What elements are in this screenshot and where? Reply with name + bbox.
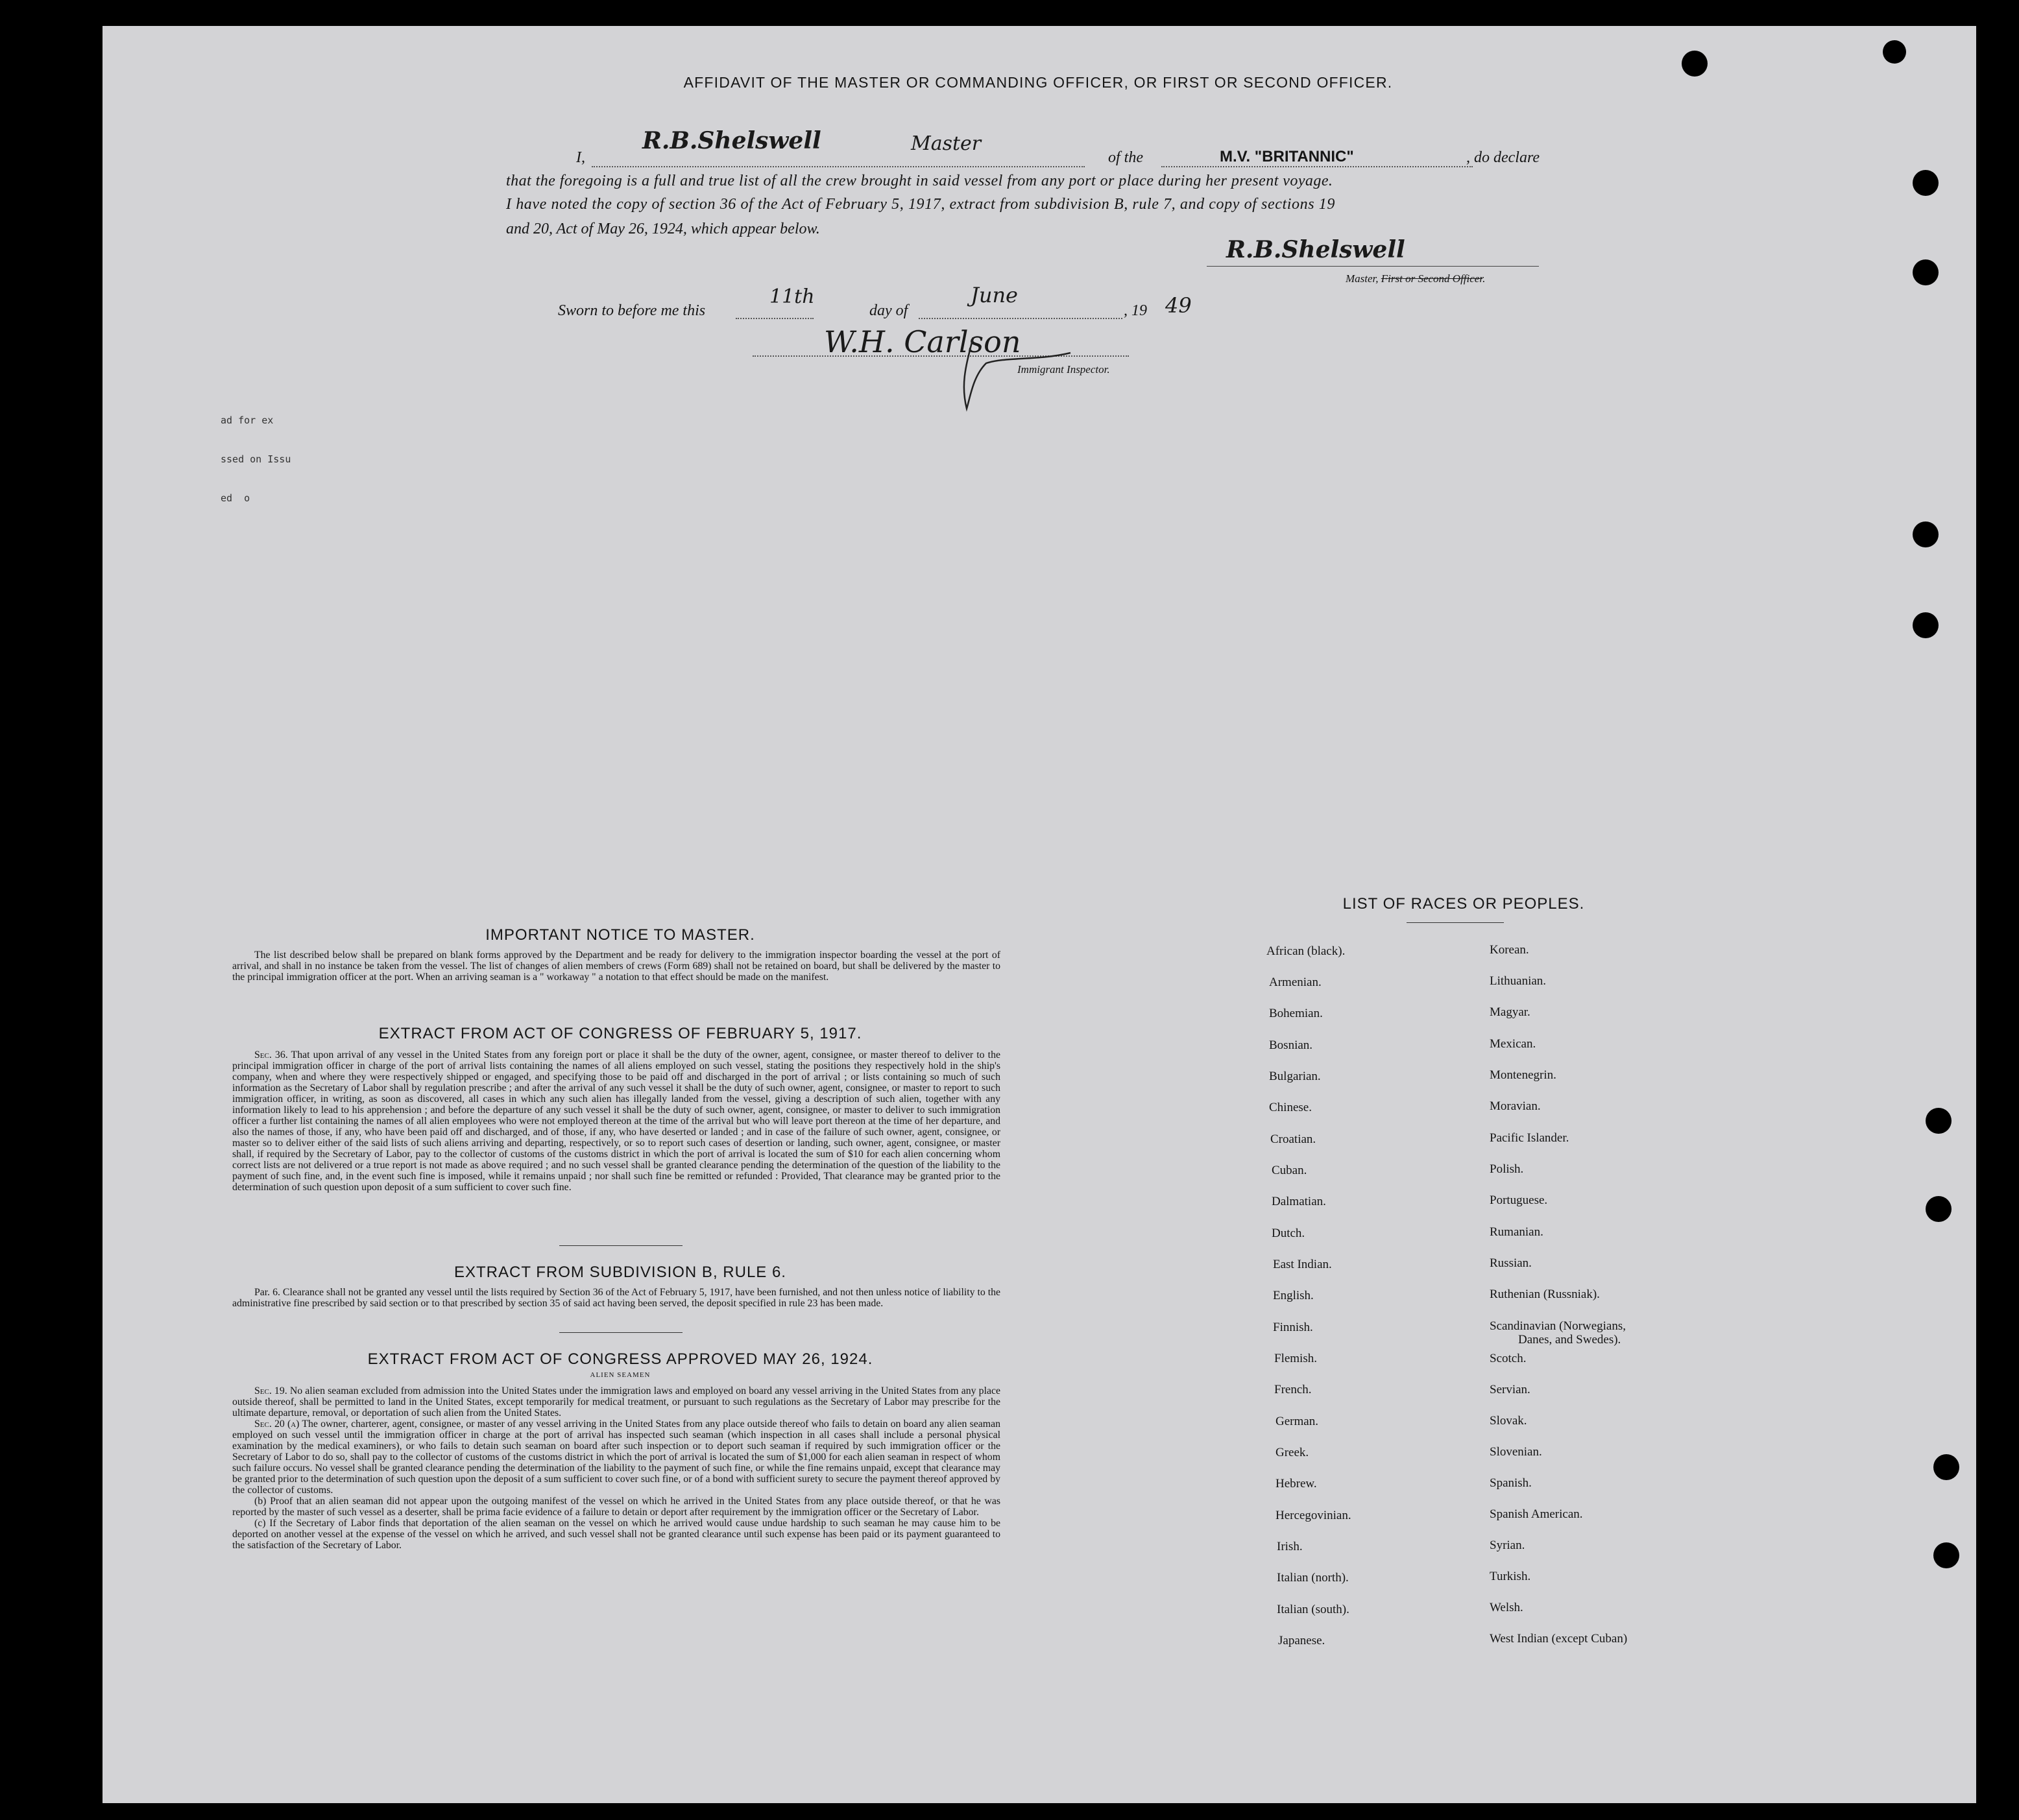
extract-1924-title: EXTRACT FROM ACT OF CONGRESS APPROVED MAY 26, 1924. bbox=[367, 1350, 873, 1368]
race-item: Croatian. bbox=[1270, 1132, 1316, 1146]
race-item: Japanese. bbox=[1278, 1634, 1325, 1647]
officer-signature-line bbox=[1207, 266, 1539, 267]
race-item: Portuguese. bbox=[1490, 1193, 1548, 1207]
punch-hole bbox=[1913, 612, 1939, 638]
race-item: Scotch. bbox=[1490, 1352, 1527, 1365]
race-item: English. bbox=[1273, 1289, 1314, 1302]
punch-hole bbox=[1913, 259, 1939, 285]
margin-stamp: ad for ex ssed on Issu ed o bbox=[221, 414, 291, 504]
signature-line bbox=[592, 166, 1085, 167]
race-item: Mexican. bbox=[1490, 1037, 1536, 1051]
year-prefix: , 19 bbox=[1124, 302, 1147, 319]
sworn-month: June bbox=[971, 283, 1018, 307]
races-title-rule bbox=[1407, 922, 1504, 923]
race-item: Turkish. bbox=[1490, 1570, 1531, 1583]
race-item: Scandinavian (Norwegians, bbox=[1490, 1319, 1626, 1333]
race-item: Bohemian. bbox=[1269, 1007, 1323, 1020]
punch-hole bbox=[1933, 1454, 1959, 1480]
race-item: Syrian. bbox=[1490, 1539, 1525, 1552]
punch-hole bbox=[1926, 1108, 1952, 1134]
race-item: Slovenian. bbox=[1490, 1445, 1542, 1459]
punch-hole bbox=[1933, 1542, 1959, 1568]
race-item: East Indian. bbox=[1273, 1258, 1332, 1271]
officer-signature: R.B.Shelswell bbox=[1226, 236, 1405, 263]
race-item: Magyar. bbox=[1490, 1005, 1530, 1019]
punch-hole bbox=[1913, 170, 1939, 196]
day-of-label: day of bbox=[869, 302, 908, 319]
race-item: Finnish. bbox=[1273, 1321, 1313, 1334]
race-item: Hercegovinian. bbox=[1275, 1509, 1351, 1522]
race-item: Lithuanian. bbox=[1490, 974, 1547, 988]
race-item: Chinese. bbox=[1269, 1101, 1312, 1114]
race-item-continuation: Danes, and Swedes). bbox=[1518, 1333, 1621, 1347]
race-item: Italian (south). bbox=[1277, 1603, 1349, 1616]
officer-caption: Master, First or Second Officer. bbox=[1346, 272, 1486, 285]
race-item: Rumanian. bbox=[1490, 1225, 1543, 1239]
race-item: Armenian. bbox=[1269, 976, 1322, 989]
race-item: Montenegrin. bbox=[1490, 1068, 1556, 1082]
section-divider bbox=[559, 1332, 683, 1333]
race-item: Spanish. bbox=[1490, 1476, 1532, 1490]
punch-hole bbox=[1913, 521, 1939, 547]
do-declare-label: , do declare bbox=[1466, 149, 1540, 166]
affidavit-i-label: I, bbox=[576, 149, 585, 166]
extract-1917-body: Sec. 36. That upon arrival of any vessel in the United States from any foreign port or place it shall be the duty of the owner, agent, consignee, or master thereof to deliver to the principal immigration officer in charge of the port of arrival lists containing the names of all aliens employed on such vessel, stating the positions they respectively hold in the ship's company, when and where they were respectively shipped or engaged, and specifying those to be paid off and discharged in the port of arrival ; or lists containing so much of such information as the Secretary of Labor shall by regulation prescribe ; and after the arrival of any such vessel it shall be the duty of such owner, agent, consignee, or master to report to such immigration officer, in writing, as soon as discovered, all cases in which any such alien has illegally landed from the vessel, giving a description of such alien, together with any information likely to lead to his apprehension ; and before the departure of any such vessel it shall be the duty of such owner, agent, consignee, or master to deliver to such immigration officer a further list containing the names of all alien employees who were not employed thereon at the time of the arrival but who will leave port thereon at the time of her departure, and also the names of those, if any, who have been paid off and discharged, and of those, if any, who have deserted or landed ; and in case of the failure of such owner, agent, consignee, or master so to deliver either of the said lists of such aliens arriving and departing, respectively, or so to report such cases of desertion or landing, such owner, agent, consignee, or master shall, if required by the Secretary of Labor, pay to the collector of customs of the customs district in which the port of arrival is located the sum of $10 for each alien concerning whom correct lists are not delivered or a true report is not made as above required ; and no such vessel shall be granted clearance pending the determination of the question of the liability to the payment of such fine, and, in the event such fine is imposed, while it remains unpaid ; nor shall such fine be remitted or refunded : Provided, That clearance may be granted prior to the determination of such question upon deposit of a sum sufficient to cover such fine. bbox=[232, 1049, 1000, 1193]
race-item: Russian. bbox=[1490, 1256, 1532, 1270]
race-item: French. bbox=[1274, 1383, 1312, 1396]
race-item: Hebrew. bbox=[1275, 1477, 1317, 1491]
sworn-month-line bbox=[919, 318, 1122, 319]
affidavit-line-3: I have noted the copy of section 36 of the Act of February 5, 1917, extract from subdivision B, rule 7, and copy of sections 19 bbox=[506, 196, 1335, 213]
race-item: Irish. bbox=[1277, 1540, 1303, 1553]
race-item: West Indian (except Cuban) bbox=[1490, 1632, 1628, 1646]
race-item: Dutch. bbox=[1272, 1227, 1305, 1240]
extract-rule6-body: Par. 6. Clearance shall not be granted any vessel until the lists required by Section 36 of the Act of February 5, 1917, have been furnished, and not then unless notice of liability to the administrative fine prescribed by said section or to that prescribed by section 35 of said act having been served, the deposit specified in rule 23 has been made. bbox=[232, 1287, 1000, 1309]
race-item: Servian. bbox=[1490, 1383, 1530, 1396]
punch-hole bbox=[1926, 1196, 1952, 1222]
race-item: Flemish. bbox=[1274, 1352, 1317, 1365]
sworn-label: Sworn to before me this bbox=[558, 302, 706, 319]
signature-flourish bbox=[947, 337, 1077, 415]
section-divider bbox=[559, 1245, 683, 1246]
inspector-caption: Immigrant Inspector. bbox=[1017, 363, 1110, 376]
race-item: Polish. bbox=[1490, 1162, 1524, 1176]
sworn-day: 11th bbox=[769, 285, 815, 308]
punch-hole bbox=[1883, 40, 1906, 64]
race-item: Pacific Islander. bbox=[1490, 1131, 1569, 1145]
races-title: LIST OF RACES OR PEOPLES. bbox=[1342, 895, 1585, 913]
extract-rule6-title: EXTRACT FROM SUBDIVISION B, RULE 6. bbox=[454, 1263, 786, 1281]
race-item: Moravian. bbox=[1490, 1099, 1541, 1113]
master-signature: R.B.Shelswell bbox=[642, 127, 821, 154]
race-item: Italian (north). bbox=[1277, 1571, 1349, 1585]
race-item: Ruthenian (Russniak). bbox=[1490, 1287, 1600, 1301]
race-item: Greek. bbox=[1275, 1446, 1309, 1459]
vessel-line bbox=[1161, 166, 1473, 167]
of-the-label: of the bbox=[1108, 149, 1143, 166]
affidavit-line-4: and 20, Act of May 26, 1924, which appear below. bbox=[506, 221, 820, 237]
punch-hole bbox=[1682, 51, 1708, 77]
vessel-name: M.V. "BRITANNIC" bbox=[1220, 148, 1354, 165]
race-item: German. bbox=[1275, 1415, 1318, 1428]
sworn-year: 49 bbox=[1165, 293, 1192, 318]
race-item: Cuban. bbox=[1272, 1164, 1307, 1177]
affidavit-line-2: that the foregoing is a full and true list of all the crew brought in said vessel from any port or place during her present voyage. bbox=[506, 173, 1333, 189]
notice-title: IMPORTANT NOTICE TO MASTER. bbox=[485, 926, 755, 944]
notice-body: The list described below shall be prepared on blank forms approved by the Department and be ready for delivery to the immigration inspector boarding the vessel at the port of arrival, and shall in no instance be taken from the vessel. The list of changes of alien members of crews (Form 689) shall not be retained on board, but shall be delivered by the master to the principal immigration officer at the port. When an arriving seaman is a " workaway " a notation to that effect should be made on the manifest. bbox=[232, 950, 1000, 983]
master-rank: Master bbox=[911, 132, 982, 155]
race-item: Spanish American. bbox=[1490, 1507, 1583, 1521]
race-item: African (black). bbox=[1266, 944, 1346, 958]
race-item: Dalmatian. bbox=[1272, 1195, 1326, 1208]
race-item: Bulgarian. bbox=[1269, 1070, 1321, 1083]
race-item: Slovak. bbox=[1490, 1414, 1527, 1428]
inspector-signature: W.H. Carlson bbox=[824, 324, 1021, 359]
alien-seamen-subtitle: ALIEN SEAMEN bbox=[590, 1371, 651, 1379]
race-item: Korean. bbox=[1490, 943, 1529, 957]
sworn-day-line bbox=[736, 318, 814, 319]
race-item: Bosnian. bbox=[1269, 1038, 1313, 1052]
extract-1924-body: Sec. 19. No alien seaman excluded from admission into the United States under the immigration laws and employed on board any vessel arriving in the United States from any place outside thereof, shall be permitted to land in the United States, except temporarily for medical treatment, or pursuant to such regulations as the Secretary of Labor may prescribe for the ultimate departure, removal, or deportation of such alien from the United States. Sec. 20 (a) The owner, charterer, agent, consignee, or master of any vessel arriving in the United States from any place outside thereof who fails to detain on board any alien seaman employed on such vessel until the immigration officer in charge at the port of arrival has inspected such seaman (which inspection in all cases shall include a personal physical examination by the medical examiners), or who fails to detain such seaman on board after such inspection or to deport such seaman if required by such immigration officer or the Secretary of Labor to do so, shall pay to the collector of customs of the customs district in which the port of arrival is located the sum of $1,000 for each alien seaman in respect of whom such failure occurs. No vessel shall be granted clearance pending the determination of the liability to the payment of such fine, or while the fine remains unpaid, except that clearance may be granted prior to the determination of such question upon the deposit of a sum sufficient to cover such fine, or of a bond with sufficient surety to secure the payment thereof approved by the collector of customs. (b) Proof that an alien seaman did not appear upon the outgoing manifest of the vessel on which he arrived in the United States from any place outside thereof, or that he was reported by the master of such vessel as a deserter, shall be prima facie evidence of a failure to detain or deport after requirement by the immigration officer or the Secretary of Labor. (c) If the Secretary of Labor finds that deportation of the alien seaman on the vessel on which he arrived would cause undue hardship to such seaman he may cause him to be deported on another vessel at the expense of the vessel on which he arrived, and such vessel shall not be granted clearance until such expense has been paid or its payment guaranteed to the satisfaction of the Secretary of Labor. bbox=[232, 1385, 1000, 1551]
affidavit-title: AFFIDAVIT OF THE MASTER OR COMMANDING OFFICER, OR FIRST OR SECOND OFFICER. bbox=[683, 74, 1393, 91]
extract-1917-title: EXTRACT FROM ACT OF CONGRESS OF FEBRUARY 5, 1917. bbox=[378, 1025, 862, 1042]
race-item: Welsh. bbox=[1490, 1601, 1523, 1614]
